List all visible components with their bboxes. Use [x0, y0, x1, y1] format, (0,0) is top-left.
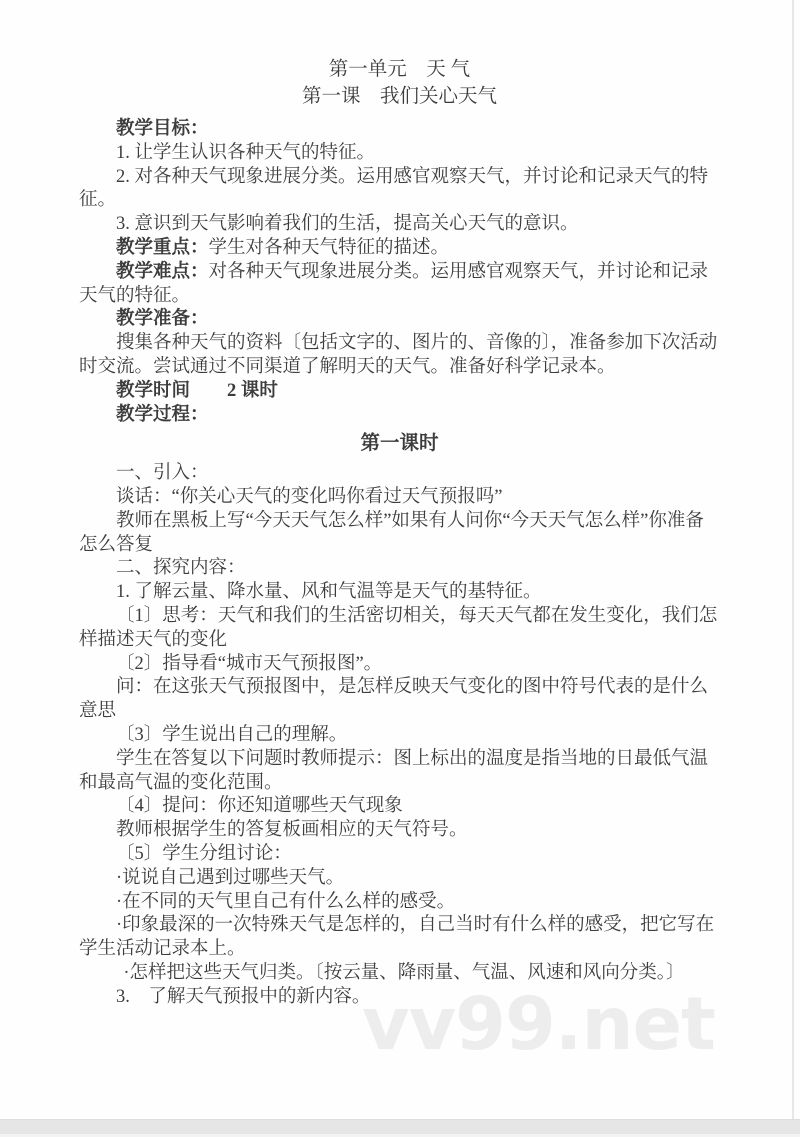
paragraph: [79, 510, 720, 558]
bold-text-run: 教学准备：: [116, 309, 209, 330]
text-run: 〔1〕思考：天气和我们的生活密切相关，每天天气都在发生变化，我们怎样描述天气的变化: [79, 605, 718, 650]
paragraph: [79, 56, 720, 83]
paragraph: [79, 486, 720, 510]
text-run: 2. 对各种天气现象进展分类。运用感官观察天气，并讨论和记录天气的特征。: [79, 166, 709, 211]
text-run: 第一单元 天 气: [328, 59, 471, 80]
text-run: 3. 了解天气预报中的新内容。: [116, 986, 371, 1007]
text-run: 1. 了解云量、降水量、风和气温等是天气的基特征。: [116, 582, 542, 603]
paragraph: [79, 142, 720, 166]
text-run: 〔3〕学生说出自己的理解。: [116, 724, 348, 745]
paragraph: [79, 581, 720, 605]
paragraph: [79, 724, 720, 748]
paragraph: [79, 843, 720, 867]
text-run: 问：在这张天气预报图中，是怎样反映天气变化的图中符号代表的是什么意思: [79, 677, 709, 722]
paragraph: [79, 404, 720, 428]
paragraph: [79, 83, 720, 110]
watermark: vv99.net: [362, 982, 715, 1067]
text-run: ·印象最深的一次特殊天气是怎样的，自己当时有什么样的感受，把它写在学生活动记录本上。: [79, 915, 715, 960]
bold-text-run: 教学时间 2 课时: [116, 380, 278, 401]
bold-text-run: 教学难点：: [116, 261, 209, 282]
text-run: ·在不同的天气里自己有什么么样的感受。: [116, 891, 456, 912]
text-run: 教师根据学生的答复板画相应的天气符号。: [116, 820, 468, 841]
viewer-bottom-bar: [0, 1119, 800, 1134]
text-run: 搜集各种天气的资料〔包括文字的、图片的、音像的〕，准备参加下次活动时交流。尝试通过不同渠道了解明天的天气。准备好科学记录本。: [79, 333, 718, 377]
paragraph: [79, 237, 720, 261]
text-run: 学生对各种天气特征的描述。: [208, 237, 450, 258]
text-run: ·说说自己遇到过哪些天气。: [116, 867, 345, 888]
bold-text-run: 教学重点：: [116, 237, 209, 258]
text-run: 一、引入：: [116, 463, 209, 484]
paragraph: [79, 213, 720, 237]
text-run: 〔4〕提问：你还知道哪些天气现象: [116, 796, 403, 817]
paragraph: [79, 118, 720, 142]
paragraph: [79, 653, 720, 677]
bold-text-run: 第一课时: [360, 433, 439, 455]
paragraph: [79, 676, 720, 724]
text-run: 对各种天气现象进展分类。运用感官观察天气，并讨论和记录天气的特征。: [79, 261, 709, 306]
text-run: 3. 意识到天气影响着我们的生活，提高关心天气的意识。: [116, 214, 579, 235]
text-run: 学生在答复以下问题时教师提示：图上标出的温度是指当地的日最低气温和最高气温的变化范围。: [79, 748, 709, 793]
text-run: 1. 让学生认识各种天气的特征。: [116, 142, 376, 163]
paragraph: [79, 261, 720, 309]
paragraph: [79, 432, 720, 456]
paragraph: [79, 380, 720, 404]
paragraph: [79, 891, 720, 915]
text-run: 谈话：“你关心天气的变化吗你看过天气预报吗”: [116, 486, 503, 507]
paragraph: [79, 605, 720, 653]
paragraph: [79, 166, 720, 214]
text-run: 〔2〕指导看“城市天气预报图”。: [116, 653, 383, 674]
paragraph: [79, 748, 720, 796]
paragraph: [79, 986, 720, 1010]
page-right-edge-line: [792, 0, 794, 1120]
bold-text-run: 教学目标：: [116, 119, 209, 139]
paragraph: [79, 462, 720, 486]
paragraph: [79, 914, 720, 962]
paragraph: [79, 962, 720, 986]
text-run: 〔5〕学生分组讨论：: [116, 843, 292, 864]
bold-text-run: 教学过程：: [116, 404, 209, 425]
text-run: 二、探究内容：: [116, 558, 246, 579]
document-body: [79, 56, 720, 1009]
paragraph: [79, 332, 720, 380]
text-run: 第一课 我们关心天气: [301, 86, 497, 107]
text-run: 教师在黑板上写“今天天气怎么样”如果有人问你“今天天气怎么样”你准备怎么答复: [79, 510, 704, 555]
paragraph: [79, 557, 720, 581]
paragraph: [79, 308, 720, 332]
paragraph: [79, 795, 720, 819]
text-run: ·怎样把这些天气归类。〔按云量、降雨量、气温、风速和风向分类。〕: [123, 962, 685, 983]
paragraph: [79, 819, 720, 843]
paragraph: [79, 867, 720, 891]
